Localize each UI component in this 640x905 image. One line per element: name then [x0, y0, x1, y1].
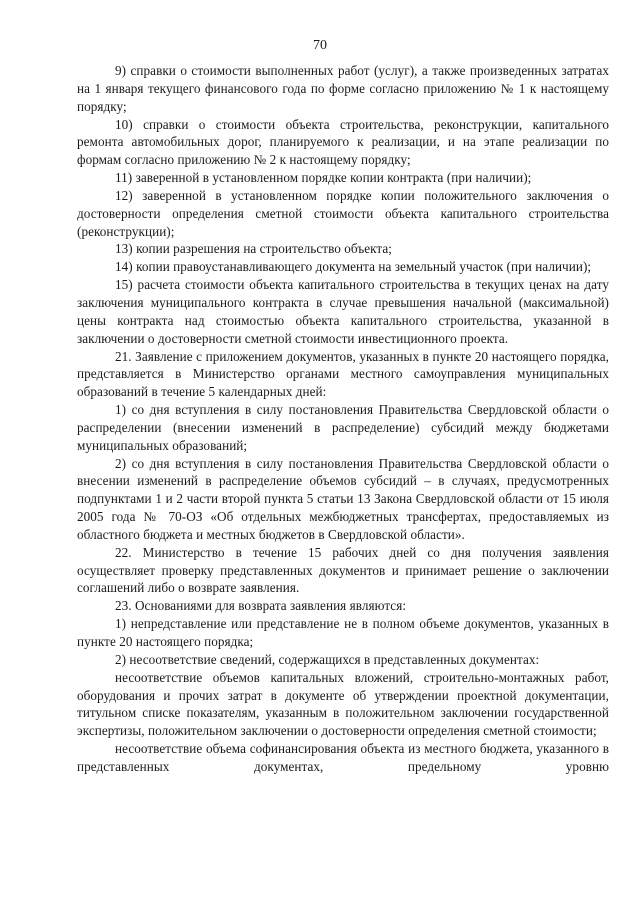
paragraph: 14) копии правоустанавливающего документа на земельный участок (при наличии); — [115, 259, 592, 275]
paragraph: 13) копии разрешения на строительство объекта; — [115, 241, 392, 257]
paragraph: 10) справки о стоимости объекта строительства, реконструкции, капитального ремонта автомобильных дорог, планируемого к реализации, и на этапе реализации по формам согласно приложению № 2 к настоящему порядку; — [77, 116, 609, 168]
paragraph: 9) справки о стоимости выполненных работ (услуг), а также произведенных затратах на 1 января текущего финансового года по форме согласно приложению № 1 к настоящему порядку; — [77, 63, 609, 114]
paragraph: несоответствие объемов капитальных вложений, строительно-монтажных работ, оборудования и прочих затрат в документе об утверждении проектной документации, титульном списке показателям, указанным в положительном заключении государственной экспертизы, положительном заключении о достоверности определения сметной стоимости; — [77, 669, 609, 739]
paragraph: несоответствие объема софинансирования объекта из местного бюджета, указанного в представленных документах, предельному уровню — [77, 741, 609, 774]
paragraph: 21. Заявление с приложением документов, указанных в пункте 20 настоящего порядка, представляется в Министерство органами местного самоуправления муниципальных образований в течение 5 календарных дней: — [77, 348, 609, 400]
page-number: 70 — [313, 38, 327, 53]
paragraph: 2) несоответствие сведений, содержащихся в представленных документах: — [115, 651, 540, 667]
paragraph: 11) заверенной в установленном порядке копии контракта (при наличии); — [115, 170, 532, 186]
paragraph: 1) со дня вступления в силу постановления Правительства Свердловской области о распределении (внесении изменений в распределение) субсидий между бюджетами муниципальных образований; — [77, 402, 609, 453]
paragraph: 1) непредставление или представление не в полном объеме документов, указанных в пункте 20 настоящего порядка; — [77, 616, 609, 649]
paragraph: 2) со дня вступления в силу постановления Правительства Свердловской области о внесении изменений в распределение объемов субсидий – в случаях, предусмотренных подпунктами 1 и 2 части второй пункта 5 статьи 13 Закона Свердловской области от 15 июля 2005 года № 70-ОЗ «Об отдельных межбюджетных трансфертах, предоставляемых из областного бюджета и местных бюджетов в Свердловской области». — [77, 455, 609, 542]
document-body — [77, 62, 609, 776]
paragraph: 22. Министерство в течение 15 рабочих дней со дня получения заявления осуществляет проверку представленных документов и принимает решение о заключении соглашений либо о возврате заявления. — [77, 544, 609, 596]
paragraph: 12) заверенной в установленном порядке копии положительного заключения о достоверности определения сметной стоимости объекта капитального строительства (реконструкции); — [77, 187, 609, 239]
paragraph: 23. Основаниями для возврата заявления являются: — [115, 598, 407, 614]
paragraph: 15) расчета стоимости объекта капитального строительства в текущих ценах на дату заключения муниципального контракта в случае превышения начальной (максимальной) цены контракта над стоимостью объекта капитального строительства, указанной в заключении о достоверности сметной стоимости инвестиционного проекта. — [77, 277, 609, 346]
